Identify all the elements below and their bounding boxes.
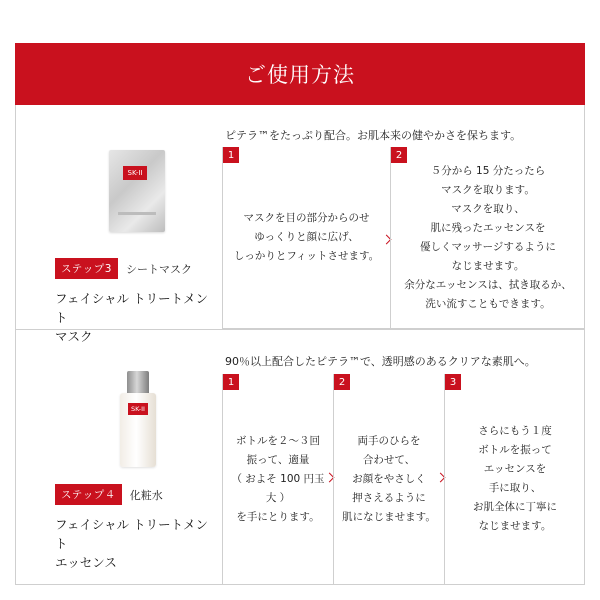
card-text: マスクを目の部分からのせ ゆっくりと顔に広げ、 しっかりとフィットさせます。: [233, 212, 380, 262]
card-text: さらにもう１度 ボトルを振って エッセンスを 手に取り、 お肌全体に丁寧に なじませます。: [473, 425, 557, 532]
step-3-intro: ピテラ™をたっぷり配合。お肌本来の健やかさを保ちます。: [225, 129, 522, 142]
essence-bottle-image: [120, 371, 156, 467]
step-4-card-1: [222, 374, 333, 585]
section-title: ご使用方法: [245, 63, 355, 87]
sheet-mask-image: [109, 150, 165, 232]
product-name: フェイシャル トリートメント マスク: [55, 291, 208, 344]
step-3-card-2: [390, 147, 585, 329]
brand-logo: SK-II: [123, 166, 147, 180]
product-name: フェイシャル トリートメント エッセンス: [55, 517, 208, 570]
bottle-cap: [127, 371, 149, 393]
step-name: 化粧水: [129, 488, 163, 502]
step-3-label-block: [55, 258, 215, 346]
card-number: 3: [445, 374, 461, 390]
mask-label-line: [118, 212, 156, 215]
step-4-intro: 90％以上配合したピテラ™で、透明感のあるクリアな素肌へ。: [225, 355, 536, 368]
card-number: 1: [223, 374, 239, 390]
bottle-body: [120, 393, 156, 467]
step-4-card-3: [444, 374, 585, 585]
card-number: 2: [334, 374, 350, 390]
step-3-card-1: [222, 147, 390, 329]
card-number: 1: [223, 147, 239, 163]
step-badge: ステップ４: [55, 484, 122, 505]
card-text: ボトルを２〜３回 振って、適量 （ およそ 100 円玉大 ） を手にとります。: [231, 434, 325, 523]
step-4-label-block: [55, 484, 215, 572]
brand-logo: SK-II: [128, 403, 148, 415]
step-4-card-2: [333, 374, 444, 585]
card-number: 2: [391, 147, 407, 163]
card-text: 両手のひらを 合わせて、 お顔をやさしく 押さえるように 肌になじませます。: [342, 434, 436, 523]
section-header: [15, 43, 585, 105]
step-badge: ステップ3: [55, 258, 118, 279]
card-text: ５分から 15 分たったら マスクを取ります。 マスクを取り、 肌に残ったエッセンスを 優しくマッサージするように なじませます。 余分なエッセンスは、拭き取るか、 洗い流すこともできます。: [404, 164, 572, 310]
step-name: シートマスク: [125, 262, 192, 276]
